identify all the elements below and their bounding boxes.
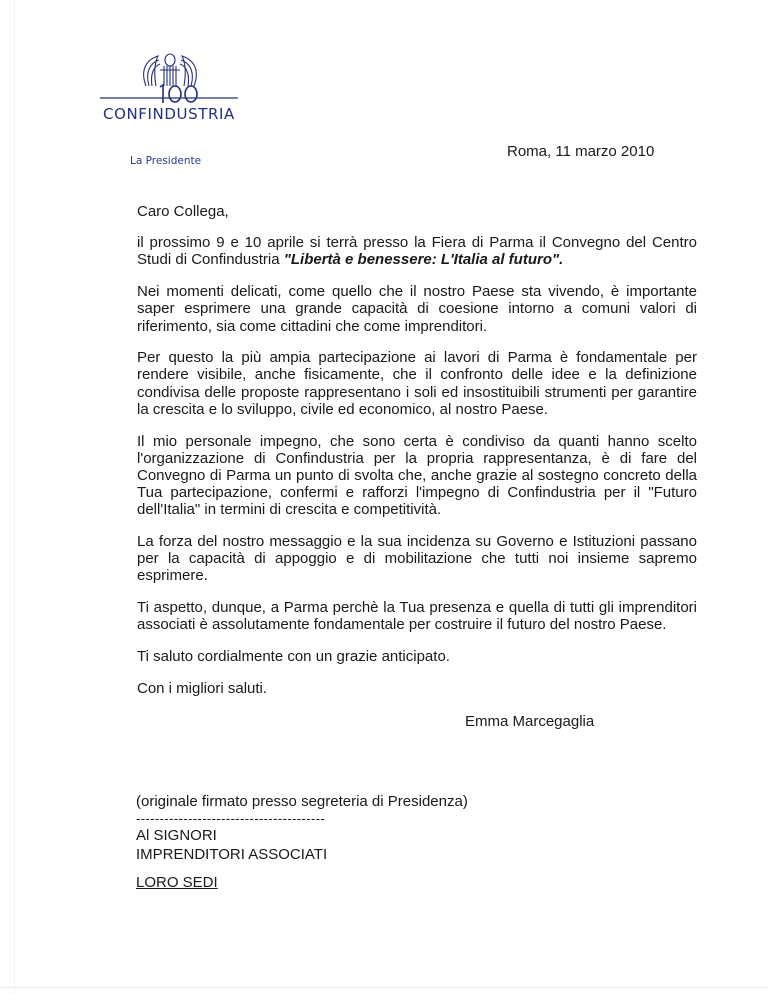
convegno-title: "Libertà e benessere: L'Italia al futuro". <box>283 251 564 269</box>
paragraph-5: La forza del nostro messaggio e la sua incidenza su Governo e Istituzioni passano per la capacità di appoggio e di mobilitazione che tutti noi insieme sapremo esprimere. <box>137 533 697 585</box>
organization-name: CONFINDUSTRIA <box>103 105 235 123</box>
footer-note: (originale firmato presso segreteria di Presidenza) <box>136 793 468 810</box>
loro-sedi: LORO SEDI <box>136 874 218 891</box>
confindustria-eagle-100-logo-icon <box>100 50 240 106</box>
paragraph-6: Ti aspetto, dunque, a Parma perchè la Tua presenza e quella di tutti gli imprenditori associati è assolutamente fondamentale per costruire il futuro del nostro Paese. <box>137 599 697 634</box>
separator-line: ---------------------------------------- <box>136 811 326 826</box>
paragraph-1-text: il prossimo 9 e 10 aprile si terrà presso la Fiera di Parma il Convegno del Centro Studi di Confindustria <box>137 234 697 269</box>
scan-edge-line <box>14 0 15 994</box>
letter-body <box>137 203 697 711</box>
signer-role: La Presidente <box>130 155 202 167</box>
letterhead-logo <box>100 50 240 122</box>
signature-name: Emma Marcegaglia <box>465 713 595 730</box>
recipient-line-1: Al SIGNORI <box>136 827 217 844</box>
paragraph-4: Il mio personale impegno, che sono certa è condiviso da quanti hanno scelto l'organizzazione di Confindustria per la propria rappresentanza, è di fare del Convegno di Parma un punto di svolta che, anche grazie al sostegno concreto della Tua partecipazione, confermi e rafforzi l'impegno di Confindustria per il "Futuro dell'Italia" in termini di crescita e competitività. <box>137 432 697 519</box>
paragraph-2: Nei momenti delicati, come quello che il nostro Paese sta vivendo, è importante saper esprimere una grande capacità di coesione intorno a comuni valori di riferimento, sia come cittadini che come imprenditori. <box>137 283 697 335</box>
salutation: Caro Collega, <box>137 203 229 220</box>
paragraph-3: Per questo la più ampia partecipazione ai lavori di Parma è fondamentale per rendere visibile, anche fisicamente, che il confronto delle idee e la definizione condivisa delle proposte rappresentano i soli ed insostituibili strumenti per garantire la crescita e lo sviluppo, civile ed economico, al nostro Paese. <box>137 349 697 418</box>
recipient-line-2: IMPRENDITORI ASSOCIATI <box>136 846 328 863</box>
scan-bottom-edge <box>0 987 768 988</box>
paragraph-7: Ti saluto cordialmente con un grazie anticipato. <box>137 648 450 666</box>
letter-date: Roma, 11 marzo 2010 <box>507 143 655 160</box>
paragraph-1 <box>137 234 697 268</box>
paragraph-8: Con i migliori saluti. <box>137 679 268 697</box>
recipients <box>136 826 327 864</box>
